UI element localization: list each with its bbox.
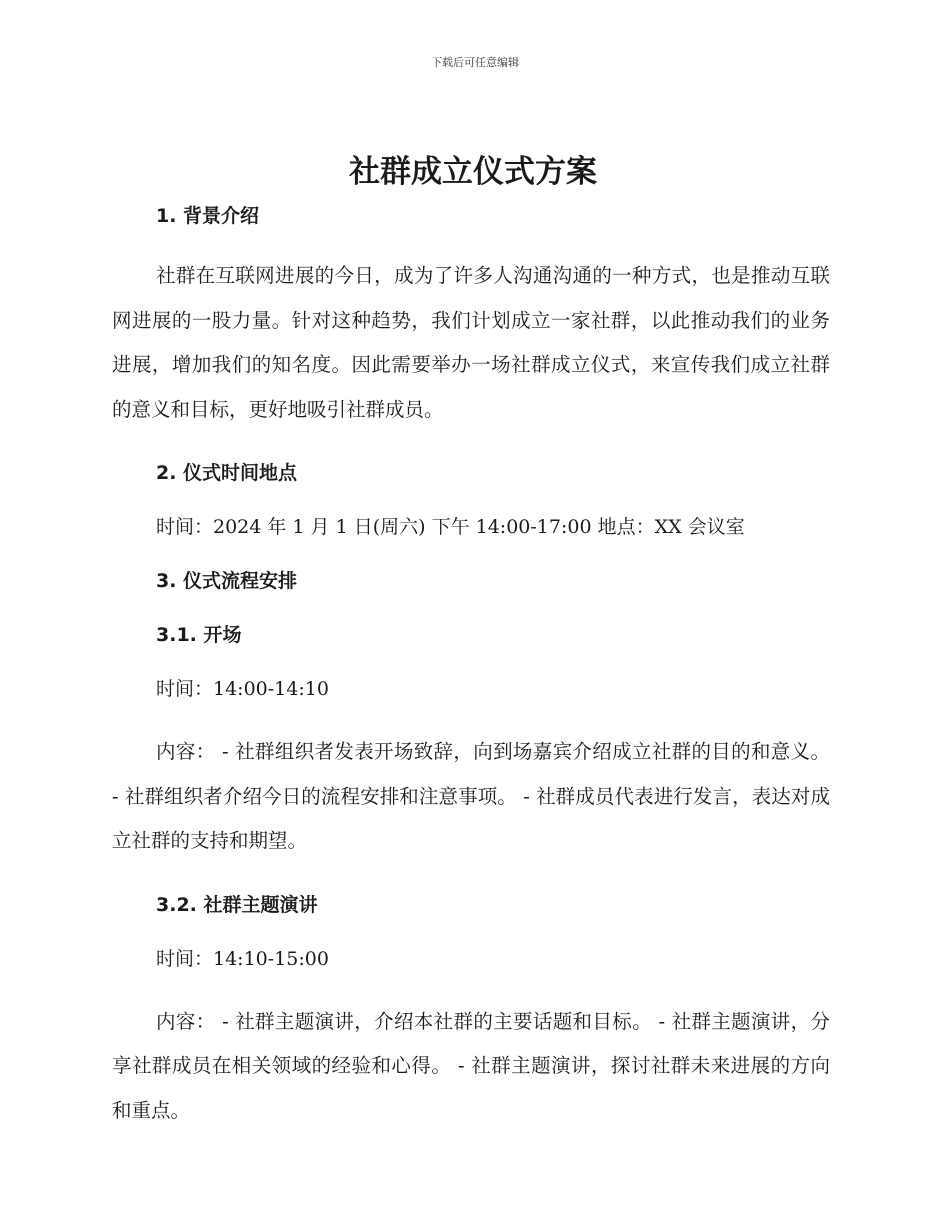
download-note: 下载后可任意编辑	[431, 56, 519, 69]
section-heading-background: 1. 背景介绍	[156, 205, 260, 227]
subsection-heading-opening: 3.1. 开场	[156, 624, 242, 646]
subsection-heading-speech: 3.2. 社群主题演讲	[156, 893, 318, 916]
speech-content: 内容： - 社群主题演讲，介绍本社群的主要话题和目标。 - 社群主题演讲，分享社群成员在相关领域的经验和心得。 - 社群主题演讲，探讨社群未来进展的方向和重点。	[112, 1009, 830, 1122]
speech-time: 时间：14:10-15:00	[156, 947, 329, 970]
document-page	[112, 150, 830, 1133]
background-paragraph: 社群在互联网进展的今日，成为了许多人沟通沟通的一种方式，也是推动互联网进展的一股力量。针对这种趋势，我们计划成立一家社群，以此推动我们的业务进展，增加我们的知名度。因此需要举办一场社群成立仪式，来宣传我们成立社群的意义和目标，更好地吸引社群成员。	[112, 264, 830, 421]
time-place-text: 时间：2024 年 1 月 1 日(周六) 下午 14:00-17:00 地点：XX 会议室	[156, 516, 745, 538]
opening-content: 内容： - 社群组织者发表开场致辞，向到场嘉宾介绍成立社群的目的和意义。 - 社群组织者介绍今日的流程安排和注意事项。 - 社群成员代表进行发言，表达对成立社群的支持和期望。	[112, 740, 830, 852]
section-heading-flow: 3. 仪式流程安排	[156, 570, 298, 592]
section-heading-time-place: 2. 仪式时间地点	[156, 462, 298, 484]
document-title: 社群成立仪式方案	[349, 154, 597, 190]
opening-time: 时间：14:00-14:10	[156, 678, 329, 700]
